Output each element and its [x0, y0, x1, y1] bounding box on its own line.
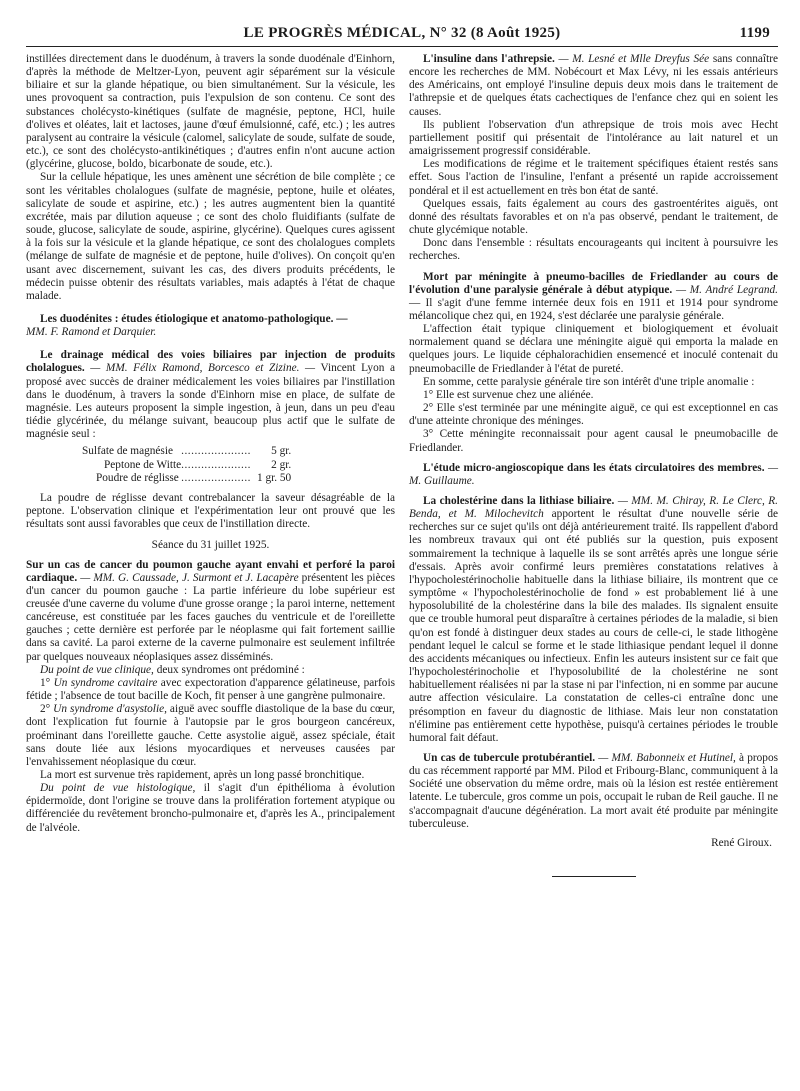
paragraph: Donc dans l'ensemble : résultats encourageants qui incitent à poursuivre les recherches. — [409, 237, 778, 263]
article-body: — Il s'agit d'une femme internée deux fois en 1911 et 1914 pour syndrome mélancolique chez qui, en 1924, s'est déclarée une paralysie générale. — [409, 296, 778, 322]
paragraph: Quelques essais, faits également au cours des gastroentérites aiguës, ont donné des résultats favorables et on n'a pas observé, pendant le traitement, de chute glycémique notable. — [409, 197, 778, 237]
article-entry — [409, 752, 778, 831]
italic-phrase: Du point de vue clinique, — [40, 663, 154, 676]
article-title: L'étude micro-angioscopique dans les états circulatoires des membres. — [423, 461, 765, 474]
paragraph-text: avec expectoration d'apparence gélatineuse, parfois fétide ; l'absence de tout bacille de Koch, fit penser à une gangrène pulmonaire. — [26, 676, 395, 703]
article-authors: — MM. M. Chiray, R. Le Clerc, R. Benda, et M. Milochevitch — [409, 495, 778, 521]
formula-name: Peptone de Witte — [104, 458, 182, 471]
formula-row — [82, 472, 291, 486]
journal-title: LE PROGRÈS MÉDICAL, N° 32 (8 Août 1925) — [243, 25, 561, 41]
article-title: Le drainage médical des voies biliaires par injection de produits cholalogues. — [26, 349, 395, 375]
formula-qty: 5 gr. — [271, 445, 292, 458]
list-item: 2° Elle s'est terminée par une méningite aiguë, ce qui est exceptionnel en cas d'une atteinte chronique des méninges. — [409, 402, 778, 428]
item-number: 1° — [40, 676, 51, 689]
formula-name: Sulfate de magnésie — [82, 445, 173, 458]
formula-row — [82, 459, 291, 473]
paragraph: Sur la cellule hépatique, les unes amènent une sécrétion de bile complète ; ce sont les véritables cholalogues (sulfate de magnésie, peptone, huile et oléates, salicylate de soude et aspirine, etc.) ; les autres augmentent bien la quantité excrétée, mais par dilution aqueuse ; ce sont des cholo fluidifiants (sulfate de soude, glucose, salicylate de soude, aspirine, glycérine). Quelques cures agissent à la fois sur la vésicule et la glande hépatique, ce sont des cholalogues complets (mélange de sulfate de magnésie et de peptone, huile d'olives). On conçoit qu'en usant avec discernement, suivant les cas, des divers produits précédents, le médecin puisse obtenir des résultats variables, mais adaptés à l'état de chaque malade. — [26, 171, 395, 302]
paragraph: La poudre de réglisse devant contrebalancer la saveur désagréable de la peptone. L'observation clinique et l'expérimentation leur ont prouvé que les résultats sont aussi favorables que ceux de l'instillation directe. — [26, 491, 395, 531]
article-entry — [409, 495, 778, 745]
paragraph-text: deux syndromes ont prédominé : — [153, 663, 305, 676]
author-signature: René Giroux. — [711, 836, 772, 849]
article-authors: — MM. G. Caussade, J. Surmont et J. Lacapère — [77, 571, 299, 584]
article-entry — [409, 271, 778, 324]
article-title: Un cas de tubercule protubérantiel. — [423, 751, 596, 764]
article-entry — [409, 462, 778, 488]
session-heading: Séance du 31 juillet 1925. — [151, 539, 270, 552]
paragraph — [26, 703, 395, 769]
article-entry — [26, 559, 395, 664]
formula-dots: ..................... — [181, 458, 251, 471]
list-item: 1° Elle est survenue chez une aliénée. — [423, 388, 594, 401]
article-title: Mort par méningite à pneumo-bacilles de Friedlander au cours de l'évolution d'une paralysie générale à début atypique. — [409, 270, 778, 296]
page-header — [26, 22, 778, 47]
article-body: apportent le résultat d'une nouvelle série de recherches sur ce sujet qu'ils ont déjà antérieurement traité. Ils rappellent d'abord les nombreux travaux qui ont été publiés sur la question, puis exposent sommairement la technique à laquelle ils se sont arrêtés après une longue série d'essais. Après avoir confirmé leurs premières constatations relatives à l'hypocholestérinocholie habituelle dans la lithiase biliaire, ils montrent que ce symptôme « l'hypocholestérinocholie de fond » est probablement lié à une hyposolubilité de la cholestérine dans la bile des malades. Ils signalent ensuite que ce trouble humoral peut disparaître à certaines périodes de la maladie, si bien qu'on est fondé à distinguer deux stades au cours de celle-ci, le stade lithogène pendant lequel le calcul se forme et le stade lithiasique pendant lequel il donne des accidents mécaniques ou infectieux. Enfin les auteurs insistent sur ce fait que l'hypocholestérinocholie et l'hyposolubilité de la cholestérine ne sont habituellement réalisées ni par la stase ni par l'infection, ni en somme par aucune autre affection vésiculaire. La constatation de celles-ci entraîne donc une présomption en faveur du diagnostic de lithiase. Mais leur non constatation n'élimine pas entièrement cette hypothèse, puisqu'à certaines périodes le trouble humoral fait défaut. — [409, 508, 779, 744]
article-entry — [26, 349, 395, 441]
paragraph-text: il s'agit d'un épithélioma à évolution épidermoïde, dont l'origine se trouve dans la prolifération fortement atypique ou différenciée du revêtement broncho-pulmonaire et, d'après les A., principalement de l'alvéole. — [26, 782, 395, 834]
article-title: Sur un cas de cancer du poumon gauche ayant envahi et perforé la paroi cardiaque. — [26, 558, 395, 584]
formula-qty: 2 gr. — [271, 458, 292, 471]
paragraph: Les modifications de régime et le traitement spécifiques étaient restés sans effet. Sous l'action de l'insuline, l'enfant a présenté un rapide accroissement pondéral et il est actuellement en très bon état de santé. — [409, 158, 778, 197]
list-item: 3° Cette méningite reconnaissait pour agent causal le pneumobacille de Friedlander. — [409, 428, 778, 454]
item-number: 2° — [40, 703, 51, 716]
page-number: 1199 — [739, 25, 770, 41]
paragraph-text: aiguë avec souffle diastolique de la base du cœur, dont l'explication fut fournie à l'autopsie par le gros bourgeon cancéreux, proéminant dans l'oreillette gauche. Cette asystolie aiguë, assez spéciale, était sans doute liée aux lésions myocardiques et nerveuses causées par l'envahissement néoplasique du cœur. — [26, 703, 395, 768]
article-body: Vincent Lyon a proposé avec succès de drainer médicalement les voies biliaires par l'instillation dans le duodénum, à travers la sonde d'Einhorn mise en place, de sulfate de magnésie. Les auteurs proposent la simple ingestion, à jeun, dans un peu d'eau tiédie glycérinée, du mélange suivant, beaucoup plus actif que le sulfate de magnésie seul : — [26, 362, 395, 441]
paragraph — [26, 677, 395, 703]
article-title: La cholestérine dans la lithiase biliaire. — [423, 495, 615, 507]
formula-dots: ..................... — [181, 445, 251, 458]
article-title: L'insuline dans l'athrepsie. — [423, 53, 555, 65]
article-authors: — M. Guillaume. — [409, 461, 778, 487]
right-column — [409, 53, 778, 877]
end-rule — [552, 876, 636, 877]
italic-phrase: Du point de vue histologique, — [40, 782, 196, 795]
paragraph — [26, 664, 395, 677]
paragraph: Ils publient l'observation d'un athrepsique de trois mois avec Hecht partiellement positif qui présentait de l'intolérance au lait naturel et un amaigrissement progressif considérable. — [409, 118, 778, 158]
paragraph: En somme, cette paralysie générale tire son intérêt d'une triple anomalie : — [423, 375, 755, 388]
article-body: sans connaître encore les recherches de MM. Nobécourt et Max Lévy, ni les essais antérieurs des Américains, ont employé l'insuline depuis deux mois dans le traitement de l'athrepsie et de quelques états cachectiques de l'enfance chez qui en soient les causes. — [409, 53, 778, 118]
article-title: Les duodénites : études étiologique et anatomo-pathologique. — — [40, 312, 348, 325]
italic-phrase: Un syndrome cavitaire — [50, 676, 158, 689]
two-column-body — [26, 53, 778, 877]
article-authors: — MM. Félix Ramond, Borcesco et Zizine. — — [84, 362, 316, 375]
article-body: présentent les pièces d'un cancer du poumon gauche : La partie inférieure du lobe supérieur est creusée d'une caverne du volume d'une grosse orange ; la paroi interne, nettement cancéreuse, est constituée par les faces gauches du ventricule et de l'oreillette gauches ; cette dernière est perforée par le néoplasme qui fait fortement saillie dans sa cavité. La paroi externe de la caverne pulmonaire est seulement infiltrée par quelques nouveaux néoplasiques assez disséminés. — [26, 571, 396, 663]
paragraph: instillées directement dans le duodénum, à travers la sonde duodénale d'Einhorn, d'après la méthode de Meltzer-Lyon, peuvent agir séparément sur la vésicule biliaire et sur la glande hépatique, ou bien simultanément. Sur la vésicule, les unes provoquent sa contraction, puis l'expulsion de son contenu. Ce sont des substances cholécysto-kinétiques (sulfate de magnésie, peptone, HCl, huile d'olives et oléates, lait et lactoses, jaune d'œuf émulsionné, café, etc.) ; les autres paralysent au contraire la vésicule (calomel, salicylate de soude, sulfate de soude, etc.), ce sont des cholécysto-antikinétiques ; d'autres enfin n'ont aucune action (glycérine, glucose, boldo, bicarbonate de soude, etc.). — [26, 53, 395, 171]
formula-name: Poudre de réglisse — [96, 472, 179, 485]
paragraph — [26, 782, 395, 835]
paragraph: L'affection était typique cliniquement et biologiquement et évoluait normalement quand se déclara une méningite aiguë qui emporta la malade en quelques jours. Le liquide céphalorachidien ensemencé et inoculé contenait du pneumobacille de Friedlander à l'état de pureté. — [409, 323, 778, 375]
formula-dots: ..................... — [181, 472, 251, 485]
left-column — [26, 53, 395, 877]
article-authors: MM. F. Ramond et Darquier. — [26, 326, 157, 339]
formula-table — [82, 445, 291, 486]
article-entry — [409, 53, 778, 119]
paragraph: La mort est survenue très rapidement, après un long passé bronchitique. — [40, 769, 365, 781]
article-authors: — M. Lesné et Mlle Dreyfus Sée — [554, 53, 710, 65]
article-entry — [26, 313, 395, 339]
italic-phrase: Un syndrome d'asystolie, — [50, 703, 167, 716]
formula-qty: 1 gr. 50 — [256, 472, 292, 485]
article-authors: — M. André Legrand. — [672, 283, 778, 296]
formula-row — [82, 445, 291, 459]
article-body: à propos du cas récemment rapporté par MM. Pilod et Fribourg-Blanc, communiquent à la Société une observation du même ordre, mais où la lésion est restée entièrement latente. Le tubercule, gros comme un pois, occupait le ruban de Reil gauche. Il ne s'accompagnait d'aucune dégénération. La mort avait été produite par méningite tuberculeuse. — [409, 751, 778, 830]
article-authors: — MM. Babonneix et Hutinel, — [595, 751, 736, 764]
